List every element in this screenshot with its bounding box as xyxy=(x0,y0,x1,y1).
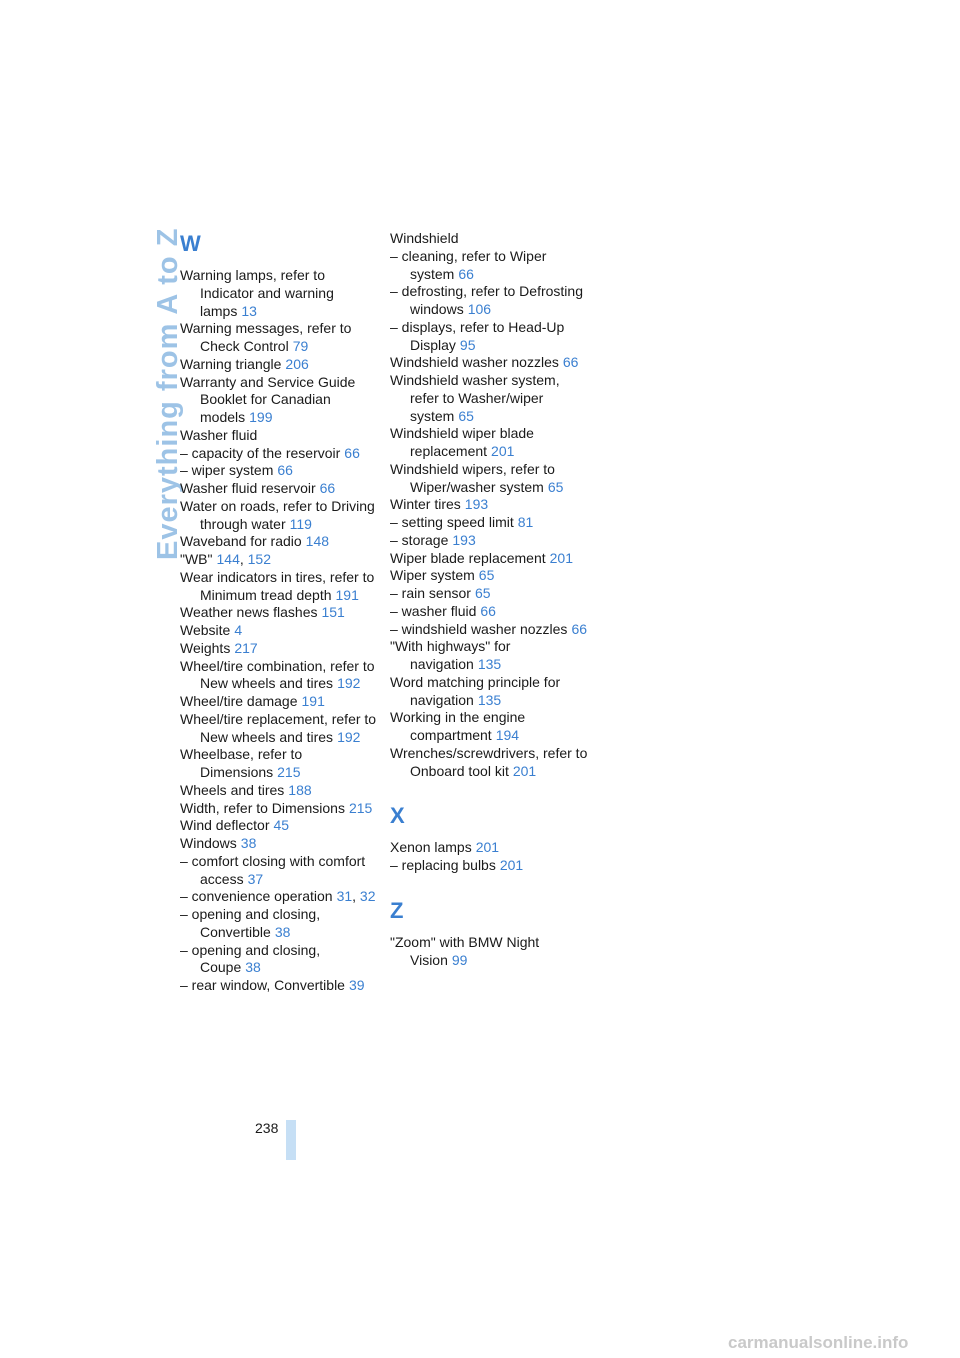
index-entry xyxy=(390,621,590,639)
page-link[interactable]: 38 xyxy=(240,835,257,851)
index-entry xyxy=(180,374,380,427)
page-link[interactable]: 119 xyxy=(289,515,312,532)
entry-text: – comfort closing with comfort access xyxy=(180,852,366,887)
index-entry: "WB" 144, 152 xyxy=(180,551,271,567)
page-link[interactable]: 38 xyxy=(245,959,261,976)
page-link[interactable]: 99 xyxy=(451,951,468,968)
page-link[interactable]: 193 xyxy=(452,531,476,548)
entry-text: Width, refer to Dimensions xyxy=(180,799,345,816)
index-entry xyxy=(180,853,380,889)
page-link[interactable]: 192 xyxy=(337,728,361,745)
index-entry xyxy=(180,942,380,978)
entry-list xyxy=(390,934,590,970)
entry-text: Water on roads, refer to Driving through water xyxy=(180,497,375,532)
index-entry xyxy=(180,782,380,800)
page-link[interactable]: 194 xyxy=(495,727,520,743)
page-link[interactable]: 215 xyxy=(348,799,373,816)
index-entry xyxy=(180,746,380,782)
page-link[interactable]: 65 xyxy=(474,585,491,601)
index-entry xyxy=(180,498,380,534)
index-entry xyxy=(180,320,380,356)
entry-text: Xenon lamps xyxy=(390,839,472,856)
watermark: carmanualsonline.info xyxy=(728,1333,909,1352)
index-entry xyxy=(390,248,590,284)
entry-text: Working in the engine compartment xyxy=(390,709,526,743)
section-letter-x: X xyxy=(390,803,405,829)
entry-text: Weights xyxy=(180,639,231,656)
entry-text: Weather news flashes xyxy=(180,604,318,621)
index-entry xyxy=(390,934,590,970)
entry-text: Wiper system xyxy=(390,567,475,584)
entry-text: Winter tires xyxy=(390,496,461,513)
index-entry xyxy=(390,745,590,781)
index-entry xyxy=(180,533,380,551)
index-entry xyxy=(390,319,590,355)
page-link[interactable]: 217 xyxy=(234,639,258,656)
page-link[interactable]: 31 xyxy=(336,888,353,905)
page-link[interactable]: 148 xyxy=(305,533,330,550)
index-entry xyxy=(390,461,590,497)
page-link[interactable]: 152 xyxy=(247,551,271,567)
entry-text: Windshield wipers, refer to Wiper/washer system xyxy=(390,460,555,495)
index-entry xyxy=(180,817,380,835)
entry-text: Wheels and tires xyxy=(180,781,285,798)
index-entry xyxy=(390,372,590,425)
page-link[interactable]: 191 xyxy=(335,586,359,603)
entry-text: Washer fluid reservoir xyxy=(180,480,316,496)
index-entry xyxy=(180,445,380,463)
section-letter-z: Z xyxy=(390,897,404,923)
entry-text: – windshield washer nozzles xyxy=(390,620,568,637)
entry-text: Word matching principle for navigation xyxy=(390,673,561,708)
entry-text: Washer fluid xyxy=(180,426,258,443)
page-link[interactable]: 32 xyxy=(359,888,376,905)
entry-text: – setting speed limit xyxy=(390,514,514,530)
page-link[interactable]: 201 xyxy=(512,762,537,779)
entry-text: Warning lamps, refer to Indicator and warning lamps xyxy=(180,267,334,319)
index-entry xyxy=(180,604,380,622)
index-column-right xyxy=(390,230,590,969)
page-link[interactable]: 106 xyxy=(467,301,492,317)
entry-text: – capacity of the reservoir xyxy=(180,444,341,461)
entry-text: – washer fluid xyxy=(390,602,477,619)
index-column-left xyxy=(180,230,380,995)
page-link[interactable]: 65 xyxy=(478,567,495,584)
entry-text: Windshield washer system, refer to Washer/wiper system xyxy=(390,372,560,424)
entry-text: Windshield xyxy=(390,230,459,246)
entry-text: Windshield wiper blade replacement xyxy=(390,425,534,459)
index-entry xyxy=(180,569,380,605)
page-link[interactable]: 144 xyxy=(216,551,240,567)
entry-text: – opening and closing, Convertible xyxy=(180,906,321,940)
entry-text: – storage xyxy=(390,531,449,548)
page-link[interactable]: 193 xyxy=(464,496,489,513)
entry-text: – convenience operation xyxy=(180,888,333,905)
page-link[interactable]: 65 xyxy=(547,478,564,495)
entry-text: Wheel/tire damage xyxy=(180,693,298,709)
index-entry xyxy=(390,283,590,319)
page-link[interactable]: 4 xyxy=(234,622,243,638)
index-entry xyxy=(180,640,380,658)
page-link[interactable]: 199 xyxy=(249,409,273,425)
page-link[interactable]: 135 xyxy=(477,656,502,672)
page-link[interactable]: 215 xyxy=(277,764,301,780)
page-link[interactable]: 81 xyxy=(517,514,534,530)
index-entry xyxy=(390,674,590,710)
page-link[interactable]: 66 xyxy=(319,480,336,496)
index-entry xyxy=(390,514,590,532)
page-link[interactable]: 151 xyxy=(321,604,345,621)
entry-text: – displays, refer to Head-Up Display xyxy=(390,318,565,353)
index-entry xyxy=(180,906,380,942)
page-link[interactable]: 38 xyxy=(274,923,291,940)
page-link[interactable]: 135 xyxy=(477,691,502,708)
entry-text: Wheel/tire replacement, refer to New wheels and tires xyxy=(180,710,377,745)
page-link[interactable]: 66 xyxy=(277,462,293,479)
entry-text: Windshield washer nozzles xyxy=(390,354,559,371)
index-entry xyxy=(390,709,590,745)
index-entry xyxy=(180,977,380,995)
entry-text: "With highways" for navigation xyxy=(390,638,511,672)
index-entry xyxy=(180,835,380,853)
entry-list xyxy=(180,267,380,995)
index-entry xyxy=(390,567,590,585)
page-link[interactable]: 13 xyxy=(241,302,257,319)
index-entry xyxy=(180,356,380,374)
page-link[interactable]: 95 xyxy=(459,336,476,353)
index-entry xyxy=(180,267,380,320)
index-entry xyxy=(180,622,380,640)
page-link[interactable]: 66 xyxy=(344,444,360,461)
page-link[interactable]: 66 xyxy=(480,602,496,619)
index-entry xyxy=(390,638,590,674)
page-link[interactable]: 66 xyxy=(562,354,579,371)
entry-text: Website xyxy=(180,622,231,638)
entry-text: Windows xyxy=(180,835,237,851)
page-link[interactable]: 65 xyxy=(458,407,474,424)
page-number: 238 xyxy=(255,1120,279,1136)
entry-text: – replacing bulbs xyxy=(390,857,496,873)
page-link[interactable]: 191 xyxy=(301,693,325,709)
page-link[interactable]: 37 xyxy=(247,870,264,887)
entry-text: Warning messages, refer to Check Control xyxy=(180,320,352,354)
index-entry xyxy=(390,550,590,568)
entry-list xyxy=(390,230,590,780)
index-entry xyxy=(390,839,590,857)
page-link[interactable]: 201 xyxy=(475,839,500,856)
index-entry xyxy=(390,585,590,603)
entry-text: – opening and closing, Coupe xyxy=(180,941,321,976)
entry-list xyxy=(390,839,590,875)
index-entry xyxy=(180,658,380,694)
entry-text: Wheelbase, refer to Dimensions xyxy=(180,746,303,780)
page-bar xyxy=(286,1120,296,1160)
entry-text: Wrenches/screwdrivers, refer to Onboard tool kit xyxy=(390,744,588,779)
side-title-text: Everything from A to Z xyxy=(152,227,184,560)
entry-text: – rain sensor xyxy=(390,585,471,601)
page-link[interactable]: 201 xyxy=(549,549,573,566)
index-entry xyxy=(390,425,590,461)
page-link[interactable]: 201 xyxy=(499,857,524,873)
entry-text: "Zoom" with BMW Night Vision xyxy=(390,933,540,968)
index-entry xyxy=(390,354,590,372)
entry-text: Warranty and Service Guide Booklet for Canadian models xyxy=(180,373,356,425)
index-entry xyxy=(390,496,590,514)
page-link[interactable]: 45 xyxy=(273,817,290,834)
entry-text: Waveband for radio xyxy=(180,533,302,550)
side-title xyxy=(122,227,184,560)
page-link[interactable]: 39 xyxy=(348,977,365,993)
entry-text: – wiper system xyxy=(180,462,274,479)
entry-text: Wind deflector xyxy=(180,817,270,834)
index-entry xyxy=(180,480,380,498)
entry-text: Wear indicators in tires, refer to Minimum tread depth xyxy=(180,568,375,603)
entry-text: – defrosting, refer to Defrosting windows xyxy=(390,283,583,317)
entry-text: Wiper blade replacement xyxy=(390,549,546,566)
entry-text: – cleaning, refer to Wiper system xyxy=(390,247,547,282)
page-link[interactable]: 79 xyxy=(292,338,309,354)
entry-text: "WB" xyxy=(180,551,213,567)
page-link[interactable]: 188 xyxy=(288,781,312,798)
index-entry xyxy=(390,857,590,875)
index-entry xyxy=(390,603,590,621)
page-link[interactable]: 206 xyxy=(285,355,309,372)
entry-text: Wheel/tire combination, refer to New wheels and tires xyxy=(180,657,375,692)
page-link[interactable]: 66 xyxy=(458,265,474,282)
index-entry xyxy=(180,800,380,818)
index-entry xyxy=(180,711,380,747)
index-entry xyxy=(180,462,380,480)
index-entry xyxy=(390,532,590,550)
page-link[interactable]: 201 xyxy=(491,443,515,459)
index-entry: – convenience operation 31, 32 xyxy=(180,888,376,905)
index-entry xyxy=(180,693,380,711)
index-entry xyxy=(390,230,590,248)
page-link[interactable]: 192 xyxy=(337,675,361,692)
section-letter-w: W xyxy=(180,231,201,256)
index-entry xyxy=(180,427,380,445)
page-link[interactable]: 66 xyxy=(571,620,588,637)
entry-text: Warning triangle xyxy=(180,355,282,372)
entry-text: – rear window, Convertible xyxy=(180,977,345,993)
